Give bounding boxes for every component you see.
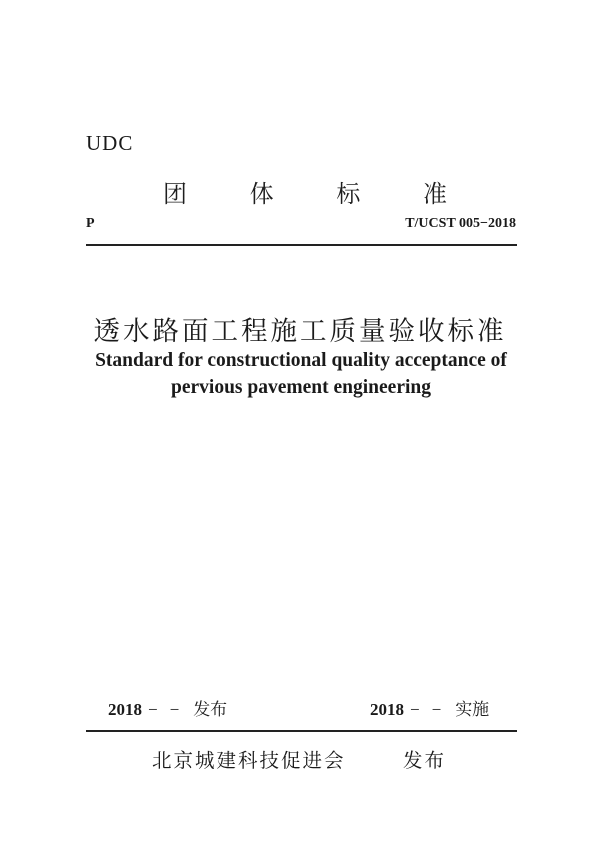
publisher-name: 北京城建科技促进会 [152, 749, 346, 772]
date-dash: − [169, 700, 180, 719]
document-type-char: 准 [422, 180, 447, 208]
udc-label: UDC [86, 131, 134, 155]
header-divider [86, 244, 517, 246]
document-type-char: 标 [336, 180, 361, 208]
document-type-char: 团 [163, 180, 187, 208]
classification-code: P [86, 216, 95, 231]
title-english-line-2: pervious pavement engineering [171, 377, 431, 398]
publish-action: 发布 [193, 700, 228, 720]
publish-date [108, 695, 227, 720]
title-chinese: 透水路面工程施工质量验收标准 [93, 316, 507, 347]
publisher-action: 发布 [403, 749, 447, 772]
publish-year: 2018 [108, 700, 142, 719]
effective-date [370, 695, 489, 720]
document-type-heading [160, 174, 450, 209]
date-dash: − [431, 700, 442, 719]
effective-action: 实施 [455, 700, 490, 720]
date-dash: − [410, 700, 420, 719]
date-dash: − [148, 700, 158, 719]
standard-number: T/UCST 005−2018 [405, 216, 516, 231]
title-english-line-1: Standard for constructional quality acceptance of [95, 350, 507, 371]
effective-year: 2018 [370, 700, 404, 719]
footer-divider [86, 730, 517, 732]
document-type-char: 体 [249, 180, 274, 208]
